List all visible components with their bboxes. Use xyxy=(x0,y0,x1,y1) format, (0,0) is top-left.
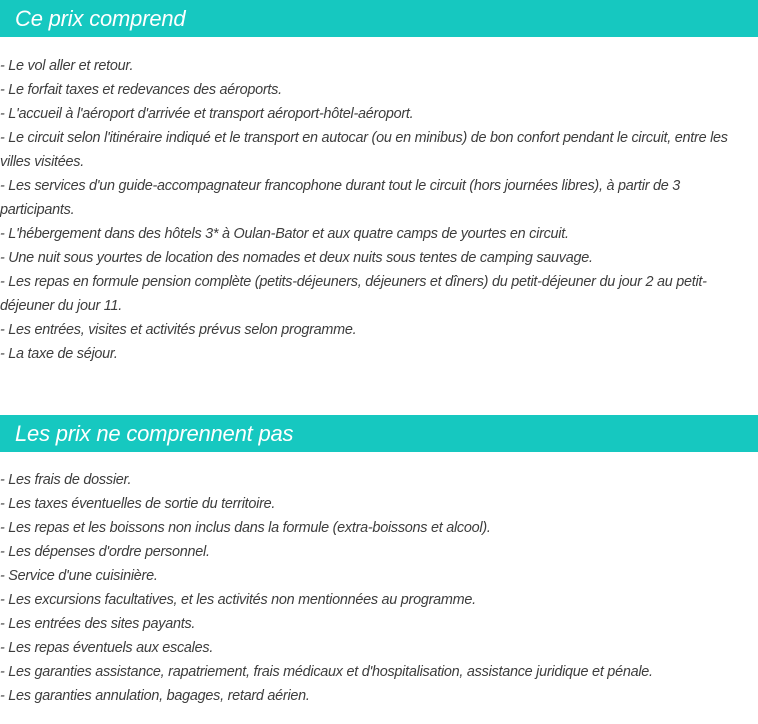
list-item: - L'hébergement dans des hôtels 3* à Oulan-Bator et aux quatre camps de yourtes en circuit. xyxy=(0,226,569,242)
section-header-excludes xyxy=(0,415,758,452)
list-item: - Les services d'un guide-accompagnateur francophone durant tout le circuit (hors journées libres), à partir de 3 participants. xyxy=(0,178,681,218)
list-item: - Les dépenses d'ordre personnel. xyxy=(0,544,210,560)
list-item: - Une nuit sous yourtes de location des nomades et deux nuits sous tentes de camping sauvage. xyxy=(0,250,593,266)
section-title-excludes: Les prix ne comprennent pas xyxy=(15,420,294,446)
section-header-includes xyxy=(0,0,758,37)
list-item: - Les frais de dossier. xyxy=(0,472,132,488)
list-item: - Les entrées, visites et activités prévus selon programme. xyxy=(0,322,357,338)
list-item: - La taxe de séjour. xyxy=(0,346,118,362)
section-title-includes: Ce prix comprend xyxy=(15,5,186,31)
section-price-excludes xyxy=(0,415,758,708)
list-item: - Les repas éventuels aux escales. xyxy=(0,640,214,656)
excludes-list xyxy=(0,468,758,708)
list-item: - Les entrées des sites payants. xyxy=(0,616,196,632)
list-item: - Les excursions facultatives, et les activités non mentionnées au programme. xyxy=(0,592,476,608)
includes-list xyxy=(0,54,758,366)
list-item: - Le circuit selon l'itinéraire indiqué et le transport en autocar (ou en minibus) de bon confort pendant le circuit, entre les villes visitées. xyxy=(0,130,728,170)
list-item: - Les garanties assistance, rapatriement, frais médicaux et d'hospitalisation, assistance juridique et pénale. xyxy=(0,664,653,680)
list-item: - Service d'une cuisinière. xyxy=(0,568,158,584)
list-item: - Le vol aller et retour. xyxy=(0,58,134,74)
list-item: - L'accueil à l'aéroport d'arrivée et transport aéroport-hôtel-aéroport. xyxy=(0,106,414,122)
list-item: - Les taxes éventuelles de sortie du territoire. xyxy=(0,496,276,512)
list-item: - Les repas en formule pension complète (petits-déjeuners, déjeuners et dîners) du petit-déjeuner du jour 2 au petit-déjeuner du jour 11. xyxy=(0,274,707,314)
list-item: - Les repas et les boissons non inclus dans la formule (extra-boissons et alcool). xyxy=(0,520,491,536)
list-item: - Les garanties annulation, bagages, retard aérien. xyxy=(0,688,310,704)
list-item: - Le forfait taxes et redevances des aéroports. xyxy=(0,82,282,98)
